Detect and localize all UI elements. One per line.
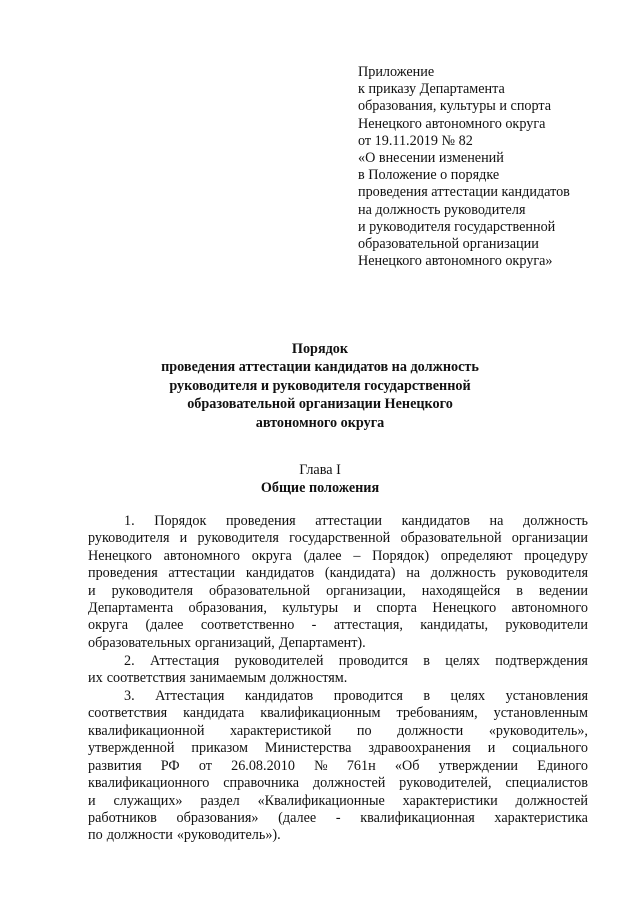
title-line: проведения аттестации кандидатов на должность — [161, 359, 479, 376]
title-line: образовательной организации Ненецкого — [187, 396, 453, 413]
paragraph-line: 2. Аттестация руководителей проводится в целях подтверждения — [124, 652, 588, 669]
appendix-line: образовательной организации — [358, 236, 539, 253]
appendix-line: проведения аттестации кандидатов — [358, 184, 570, 201]
paragraph-line: развития РФ от 26.08.2010 № 761н «Об утверждении Единого — [88, 757, 588, 774]
paragraph — [88, 513, 588, 652]
paragraph-line: и служащих» раздел «Квалификационные характеристики должностей — [88, 792, 588, 809]
appendix-header — [358, 64, 628, 270]
paragraph-line: по должности «руководитель»). — [88, 827, 281, 844]
paragraph-line: квалификационного справочника должностей руководителей, специалистов — [88, 775, 588, 792]
chapter-number: Глава I — [299, 462, 341, 478]
paragraph-line: Ненецкого автономного округа (далее – Порядок) определяют процедуру — [88, 547, 588, 564]
appendix-line: «О внесении изменений — [358, 150, 504, 167]
paragraph-line: квалификационной характеристикой по должности «руководитель», — [88, 722, 588, 739]
paragraph-line: утвержденной приказом Министерства здравоохранения и социального — [88, 740, 588, 757]
appendix-line: на должность руководителя — [358, 201, 526, 218]
appendix-line: в Положение о порядке — [358, 167, 500, 184]
paragraph-line: 1. Порядок проведения аттестации кандидатов на должность — [124, 513, 588, 529]
paragraph-line: руководителя и руководителя государственной образовательной организации — [88, 530, 588, 547]
paragraph-line: проведения аттестации кандидатов (кандидата) на должность руководителя — [88, 565, 588, 582]
paragraph-line: соответствия кандидата квалификационным требованиям, установленным — [88, 705, 588, 722]
paragraph-line: их соответствия занимаемым должностям. — [88, 670, 348, 687]
paragraph-line: образовательных организаций, Департамент). — [88, 634, 366, 651]
appendix-line: Приложение — [358, 64, 435, 80]
appendix-line: Ненецкого автономного округа — [358, 115, 546, 132]
appendix-line: от 19.11.2019 № 82 — [358, 132, 473, 149]
appendix-line: Ненецкого автономного округа» — [358, 253, 553, 270]
paragraph-line: округа (далее соответственно - аттестация, кандидаты, руководители — [88, 617, 588, 634]
title-line: руководителя и руководителя государственной — [169, 377, 471, 394]
document-title — [0, 340, 640, 432]
paragraph — [88, 688, 588, 845]
title-line: автономного округа — [255, 414, 385, 431]
paragraph — [88, 653, 588, 688]
title-line: Порядок — [291, 341, 349, 357]
appendix-line: образования, культуры и спорта — [358, 98, 552, 115]
appendix-line: и руководителя государственной — [358, 218, 556, 235]
paragraph-line: 3. Аттестация кандидатов проводится в целях установления — [124, 688, 588, 705]
chapter-name: Общие положения — [260, 480, 380, 497]
appendix-line: к приказу Департамента — [358, 81, 505, 98]
chapter-heading — [0, 461, 640, 498]
paragraph-line: и руководителя образовательной организации, находящейся в ведении — [88, 582, 588, 599]
paragraph-line: работников образования» (далее - квалификационная характеристика — [88, 809, 588, 826]
document-body — [88, 513, 588, 845]
paragraph-line: Департамента образования, культуры и спорта Ненецкого автономного — [88, 600, 588, 617]
